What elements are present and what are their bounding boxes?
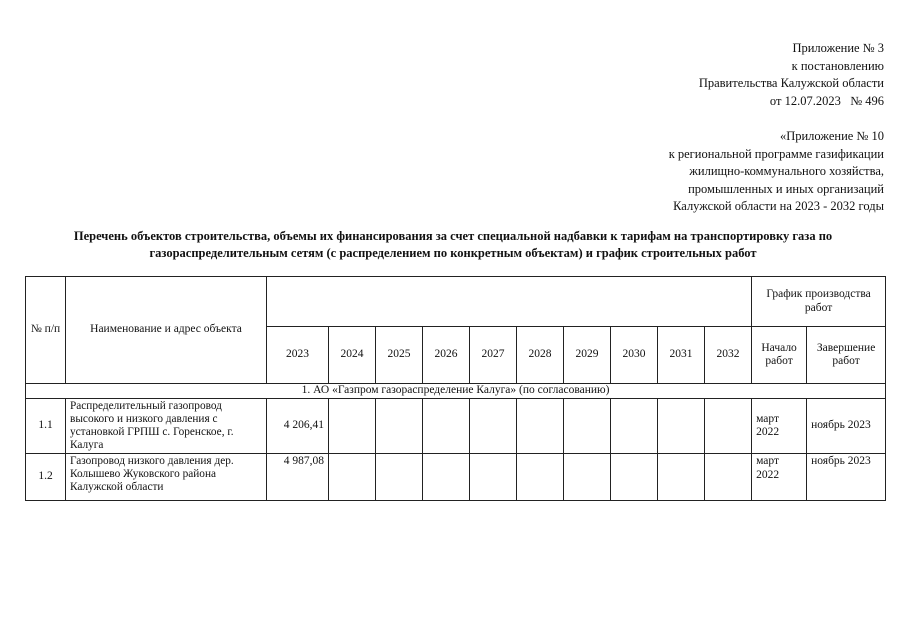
header-year-2025: 2025 xyxy=(376,327,423,384)
row-num: 1.2 xyxy=(26,454,66,501)
header-year-2024: 2024 xyxy=(329,327,376,384)
header-year-2026: 2026 xyxy=(423,327,470,384)
section-row xyxy=(26,384,886,399)
appendix-3-header xyxy=(699,40,884,110)
table-header-row-1 xyxy=(26,277,886,327)
row-value-2031 xyxy=(658,454,705,501)
header-year-2031: 2031 xyxy=(658,327,705,384)
appendix-3-line-3: Правительства Калужской области xyxy=(698,76,884,90)
header-num: № п/п xyxy=(26,277,66,384)
row-value-2023: 4 206,41 xyxy=(267,399,329,454)
appendix-10-line-1: «Приложение № 10 xyxy=(779,129,884,143)
header-year-2027: 2027 xyxy=(470,327,517,384)
document-title xyxy=(18,228,888,262)
row-value-2030 xyxy=(611,399,658,454)
row-value-2027 xyxy=(470,454,517,501)
header-start: Начало работ xyxy=(752,327,807,384)
appendix-10-line-2: к региональной программе газификации xyxy=(668,146,884,161)
header-year-2032: 2032 xyxy=(705,327,752,384)
appendix-10-line-3: жилищно-коммунального хозяйства, xyxy=(689,164,884,178)
row-end: ноябрь 2023 xyxy=(807,399,886,454)
row-value-2031 xyxy=(658,399,705,454)
row-name: Газопровод низкого давления дер. Колышево Жуковского района Калужской области xyxy=(66,454,267,501)
row-value-2029 xyxy=(564,399,611,454)
row-value-2024 xyxy=(329,454,376,501)
row-value-2030 xyxy=(611,454,658,501)
header-years-group xyxy=(267,277,752,327)
header-year-2029: 2029 xyxy=(564,327,611,384)
appendix-10-line-5: Калужской области на 2023 - 2032 годы xyxy=(673,199,884,213)
row-start: март 2022 xyxy=(752,399,807,454)
row-value-2028 xyxy=(517,454,564,501)
table-row xyxy=(26,399,886,454)
header-year-2028: 2028 xyxy=(517,327,564,384)
appendix-3-line-2: к постановлению xyxy=(791,58,884,73)
row-value-2029 xyxy=(564,454,611,501)
row-value-2023: 4 987,08 xyxy=(267,454,329,501)
row-value-2025 xyxy=(376,454,423,501)
row-value-2027 xyxy=(470,399,517,454)
row-value-2032 xyxy=(705,454,752,501)
objects-table xyxy=(25,276,886,501)
row-start: март 2022 xyxy=(752,454,807,501)
row-value-2026 xyxy=(423,454,470,501)
row-end: ноябрь 2023 xyxy=(807,454,886,501)
header-schedule: График производства работ xyxy=(752,277,886,327)
row-value-2026 xyxy=(423,399,470,454)
appendix-10-header xyxy=(669,128,884,216)
row-value-2024 xyxy=(329,399,376,454)
appendix-3-line-1: Приложение № 3 xyxy=(792,41,884,55)
header-name: Наименование и адрес объекта xyxy=(66,277,267,384)
document-title-line-2: газораспределительным сетям (с распределением по конкретным объектам) и график строительных работ xyxy=(149,246,757,260)
row-value-2025 xyxy=(376,399,423,454)
appendix-10-line-4: промышленных и иных организаций xyxy=(688,181,884,196)
row-num: 1.1 xyxy=(26,399,66,454)
document-title-line-1: Перечень объектов строительства, объемы их финансирования за счет специальной надбавки к тарифам на транспортировку газа по xyxy=(73,229,833,243)
row-value-2032 xyxy=(705,399,752,454)
header-end: Завершение работ xyxy=(807,327,886,384)
row-value-2028 xyxy=(517,399,564,454)
table-row xyxy=(26,454,886,501)
header-year-2023: 2023 xyxy=(267,327,329,384)
appendix-3-line-4: от 12.07.2023 № 496 xyxy=(769,93,884,108)
header-year-2030: 2030 xyxy=(611,327,658,384)
row-name: Распределительный газопровод высокого и низкого давления с установкой ГРПШ с. Горенское, г. Калуга xyxy=(66,399,267,454)
section-title: 1. АО «Газпром газораспределение Калуга» (по согласованию) xyxy=(26,384,886,399)
